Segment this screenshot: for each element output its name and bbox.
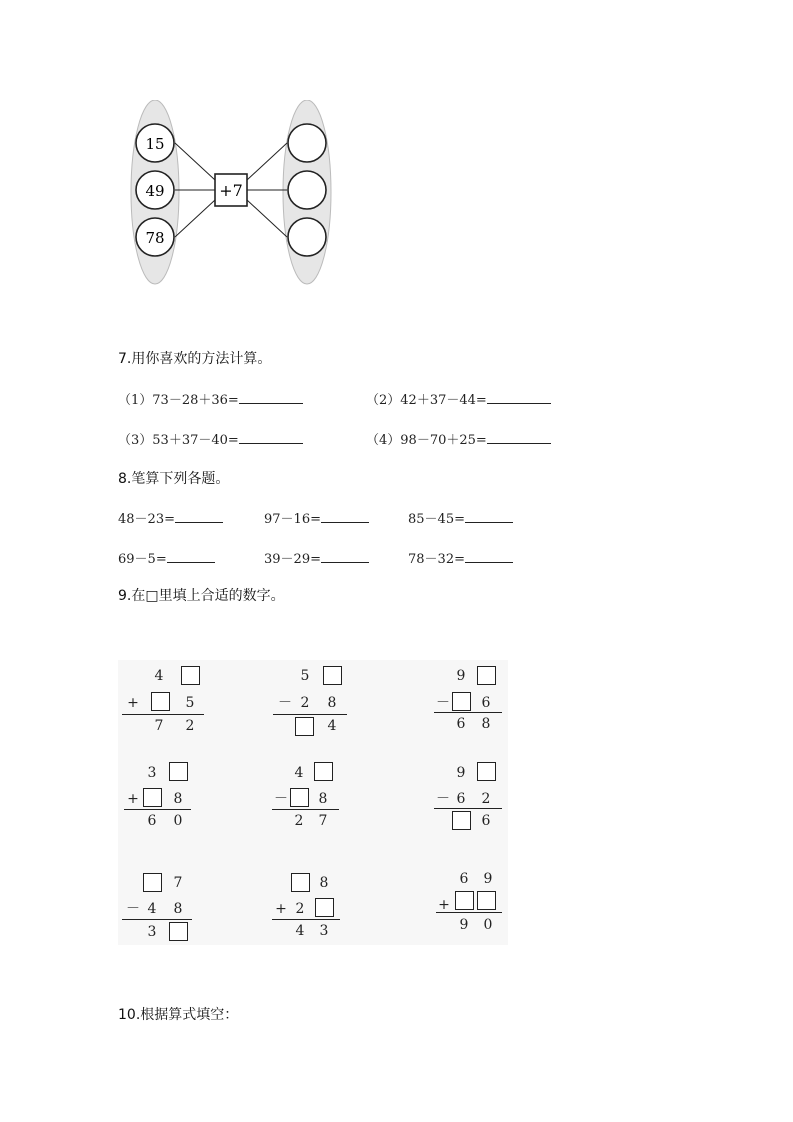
sum-line — [122, 714, 204, 715]
digit: 3 — [319, 923, 329, 939]
q8-expression: 97－16= — [264, 512, 321, 527]
input-number: 15 — [145, 135, 165, 153]
digit: 6 — [459, 871, 469, 887]
digit: 2 — [185, 718, 195, 734]
connector-line — [175, 200, 215, 237]
digit: 5 — [185, 695, 195, 711]
q8-expression: 39－29= — [264, 552, 321, 567]
sum-line — [273, 714, 347, 715]
digit: 9 — [456, 765, 466, 781]
q7-item — [118, 389, 303, 408]
sum-line — [272, 809, 339, 810]
q7-expression: （4）98－70＋25= — [366, 433, 487, 448]
answer-box[interactable] — [314, 762, 333, 781]
operator-sign: + — [127, 791, 139, 807]
add-seven-diagram — [118, 100, 348, 290]
operator-label: +7 — [219, 181, 243, 200]
digit: 6 — [456, 791, 466, 807]
output-circle — [288, 171, 326, 209]
digit: 4 — [154, 668, 164, 684]
q8-item — [408, 548, 513, 567]
digit: 8 — [173, 791, 183, 807]
sum-line — [124, 809, 191, 810]
digit: 2 — [294, 813, 304, 829]
digit: 6 — [456, 716, 466, 732]
operator-sign: － — [278, 695, 292, 711]
answer-box[interactable] — [455, 891, 474, 910]
q7-item — [366, 429, 551, 448]
digit: 2 — [300, 695, 310, 711]
answer-blank[interactable] — [321, 510, 369, 523]
output-circle — [288, 218, 326, 256]
q7-title: 7.用你喜欢的方法计算。 — [118, 351, 272, 367]
digit: 8 — [319, 875, 329, 891]
digit: 9 — [483, 871, 493, 887]
operator-sign: － — [436, 695, 450, 711]
operator-sign: － — [274, 791, 288, 807]
answer-box[interactable] — [151, 692, 170, 711]
q8-expression: 85－45= — [408, 512, 465, 527]
answer-box[interactable] — [169, 922, 188, 941]
answer-box[interactable] — [452, 692, 471, 711]
answer-box[interactable] — [315, 898, 334, 917]
q7-expression: （1）73－28＋36= — [118, 393, 239, 408]
digit: 0 — [483, 917, 493, 933]
digit: 5 — [300, 668, 310, 684]
answer-blank[interactable] — [239, 431, 303, 444]
connector-line — [247, 143, 287, 180]
digit: 4 — [327, 718, 337, 734]
answer-blank[interactable] — [487, 391, 551, 404]
answer-blank[interactable] — [167, 550, 215, 563]
sum-line — [122, 919, 192, 920]
q8-item — [408, 508, 513, 527]
answer-blank[interactable] — [465, 510, 513, 523]
q8-expression: 69－5= — [118, 552, 167, 567]
q8-item — [118, 548, 215, 567]
output-circle — [288, 124, 326, 162]
q7-item — [366, 389, 551, 408]
connector-line — [175, 143, 215, 180]
answer-box[interactable] — [323, 666, 342, 685]
sum-line — [434, 808, 502, 809]
digit: 7 — [318, 813, 328, 829]
answer-blank[interactable] — [239, 391, 303, 404]
digit: 4 — [295, 923, 305, 939]
answer-box[interactable] — [452, 811, 471, 830]
answer-box[interactable] — [477, 891, 496, 910]
digit: 6 — [147, 813, 157, 829]
operator-sign: － — [436, 791, 450, 807]
operator-sign: + — [275, 901, 287, 917]
answer-box[interactable] — [143, 873, 162, 892]
answer-blank[interactable] — [465, 550, 513, 563]
digit: 7 — [154, 718, 164, 734]
digit: 3 — [147, 924, 157, 940]
input-number: 78 — [145, 229, 165, 247]
sum-line — [434, 712, 502, 713]
operator-sign: － — [126, 901, 140, 917]
answer-box[interactable] — [295, 717, 314, 736]
sum-line — [272, 919, 340, 920]
digit: 3 — [147, 765, 157, 781]
digit: 0 — [173, 813, 183, 829]
digit: 8 — [481, 716, 491, 732]
q7-item — [118, 429, 303, 448]
digit: 7 — [173, 875, 183, 891]
sum-line — [436, 912, 502, 913]
digit: 9 — [459, 917, 469, 933]
answer-box[interactable] — [181, 666, 200, 685]
answer-box[interactable] — [477, 666, 496, 685]
input-number: 49 — [145, 182, 165, 200]
answer-box[interactable] — [477, 762, 496, 781]
digit: 9 — [456, 668, 466, 684]
digit: 6 — [481, 813, 491, 829]
q8-expression: 48－23= — [118, 512, 175, 527]
answer-box[interactable] — [290, 788, 309, 807]
q8-item — [264, 548, 369, 567]
q9-title: 9.在□里填上合适的数字。 — [118, 588, 285, 604]
digit: 4 — [147, 901, 157, 917]
q10-title: 10.根据算式填空： — [118, 1007, 239, 1023]
answer-blank[interactable] — [175, 510, 223, 523]
answer-box[interactable] — [169, 762, 188, 781]
answer-box[interactable] — [291, 873, 310, 892]
q8-expression: 78－32= — [408, 552, 465, 567]
q7-expression: （2）42＋37－44= — [366, 393, 487, 408]
q8-title: 8.笔算下列各题。 — [118, 471, 230, 487]
q8-item — [118, 508, 223, 527]
digit: 4 — [294, 765, 304, 781]
digit: 8 — [327, 695, 337, 711]
digit: 2 — [481, 791, 491, 807]
digit: 2 — [295, 901, 305, 917]
digit: 6 — [481, 695, 491, 711]
digit: 8 — [173, 901, 183, 917]
operator-sign: + — [438, 897, 450, 913]
answer-blank[interactable] — [321, 550, 369, 563]
q8-item — [264, 508, 369, 527]
operator-sign: + — [127, 695, 139, 711]
connector-line — [247, 200, 287, 237]
q7-expression: （3）53＋37－40= — [118, 433, 239, 448]
answer-blank[interactable] — [487, 431, 551, 444]
digit: 8 — [318, 791, 328, 807]
answer-box[interactable] — [143, 788, 162, 807]
